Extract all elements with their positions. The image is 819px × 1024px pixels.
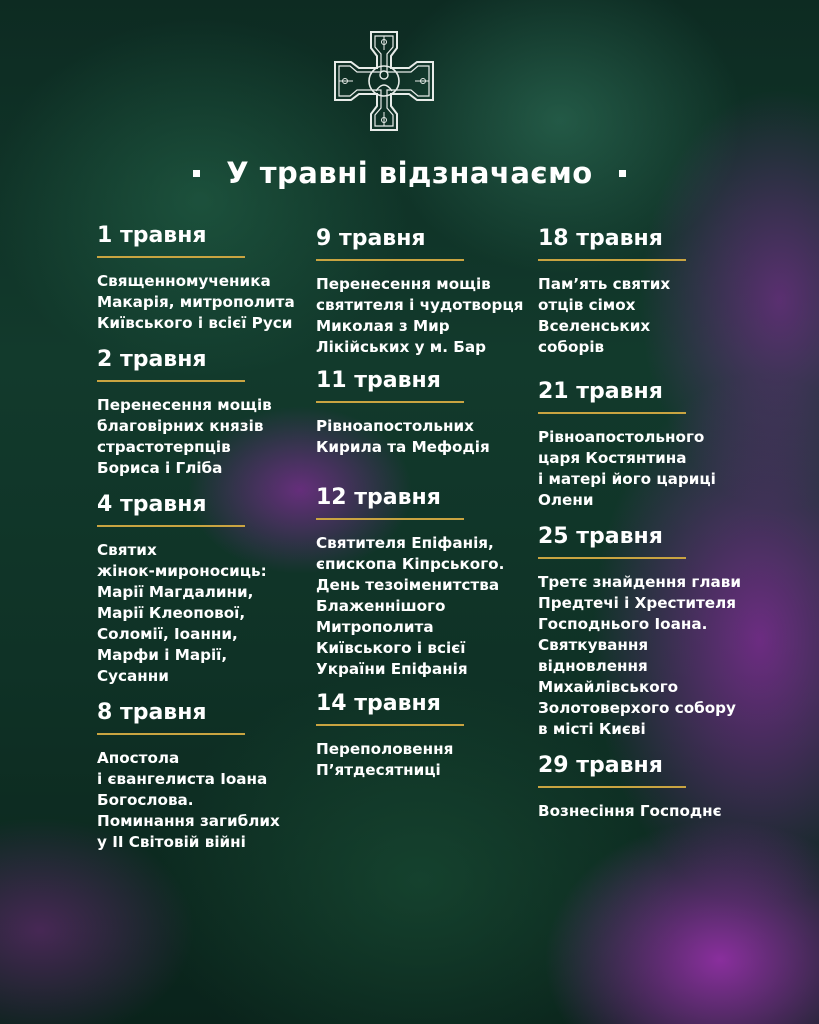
feast-entry xyxy=(316,225,531,358)
feast-description: Перенесення мощів благовірних князів страстотерпців Бориса і Гліба xyxy=(97,396,272,477)
feast-date: 21 травня xyxy=(538,379,663,404)
feast-date: 4 травня xyxy=(97,492,207,517)
feast-date: 2 травня xyxy=(97,347,207,372)
gold-divider xyxy=(538,412,686,414)
feast-date: 25 травня xyxy=(538,524,663,549)
column-3 xyxy=(538,225,758,822)
feast-entry xyxy=(538,225,758,358)
feast-entry xyxy=(316,367,531,458)
feast-description: Перенесення мощів святителя і чудотворця Миколая з Мир Лікійських у м. Бар xyxy=(316,275,524,356)
gold-divider xyxy=(97,525,245,527)
column-1 xyxy=(97,222,312,853)
feast-date: 29 травня xyxy=(538,753,663,778)
gold-divider xyxy=(538,557,686,559)
feast-date: 8 травня xyxy=(97,700,207,725)
feast-description: Рівноапостольного царя Костянтина і матері його цариці Олени xyxy=(538,428,716,509)
feast-date: 11 травня xyxy=(316,368,441,393)
ornate-cross-icon xyxy=(331,28,437,134)
feast-entry xyxy=(316,484,531,680)
feast-date: 18 травня xyxy=(538,226,663,251)
gold-divider xyxy=(316,518,464,520)
feast-entry xyxy=(97,222,312,334)
feast-description: Апостола і євангелиста Іоана Богослова. Поминання загиблих у ІІ Світовій війні xyxy=(97,749,280,851)
title-bullet-left xyxy=(193,170,200,177)
gold-divider xyxy=(316,401,464,403)
feast-entry xyxy=(97,699,312,853)
title-bullet-right xyxy=(619,170,626,177)
gold-divider xyxy=(538,786,686,788)
feast-description: Вознесіння Господнє xyxy=(538,802,722,820)
feast-description: Священномученика Макарія, митрополита Київського і всієї Руси xyxy=(97,272,295,332)
feast-description: Третє знайдення глави Предтечі і Хрестителя Господнього Іоана. Святкування відновлення Михайлівського Золотоверхого собору в місті Києві xyxy=(538,573,741,738)
feast-entry xyxy=(316,690,531,781)
emblem xyxy=(331,28,437,134)
gold-divider xyxy=(538,259,686,261)
column-2 xyxy=(316,225,531,781)
gold-divider xyxy=(316,259,464,261)
title-row xyxy=(0,150,819,196)
feast-entry xyxy=(538,523,758,740)
feast-description: Переполовення П’ятдесятниці xyxy=(316,740,454,779)
gold-divider xyxy=(316,724,464,726)
feast-description: Пам’ять святих отців сімох Вселенських соборів xyxy=(538,275,671,356)
feast-date: 1 травня xyxy=(97,223,207,248)
feast-date: 12 травня xyxy=(316,485,441,510)
feast-description: Рівноапостольних Кирила та Мефодія xyxy=(316,417,490,456)
feast-description: Святих жінок-мироносиць: Марії Магдалини, Марії Клеопової, Соломії, Іоанни, Марфи і Марії, Сусанни xyxy=(97,541,267,685)
gold-divider xyxy=(97,256,245,258)
feast-date: 9 травня xyxy=(316,226,426,251)
gold-divider xyxy=(97,733,245,735)
feast-entry xyxy=(538,378,758,511)
feast-entry xyxy=(97,346,312,479)
feast-description: Святителя Епіфанія, єпископа Кіпрського. День тезоіменитства Блаженнішого Митрополита Київського і всієї України Епіфанія xyxy=(316,534,505,678)
page-title: У травні відзначаємо xyxy=(226,156,593,190)
feast-entry xyxy=(97,491,312,687)
gold-divider xyxy=(97,380,245,382)
feast-entry xyxy=(538,752,758,822)
feast-date: 14 травня xyxy=(316,691,441,716)
